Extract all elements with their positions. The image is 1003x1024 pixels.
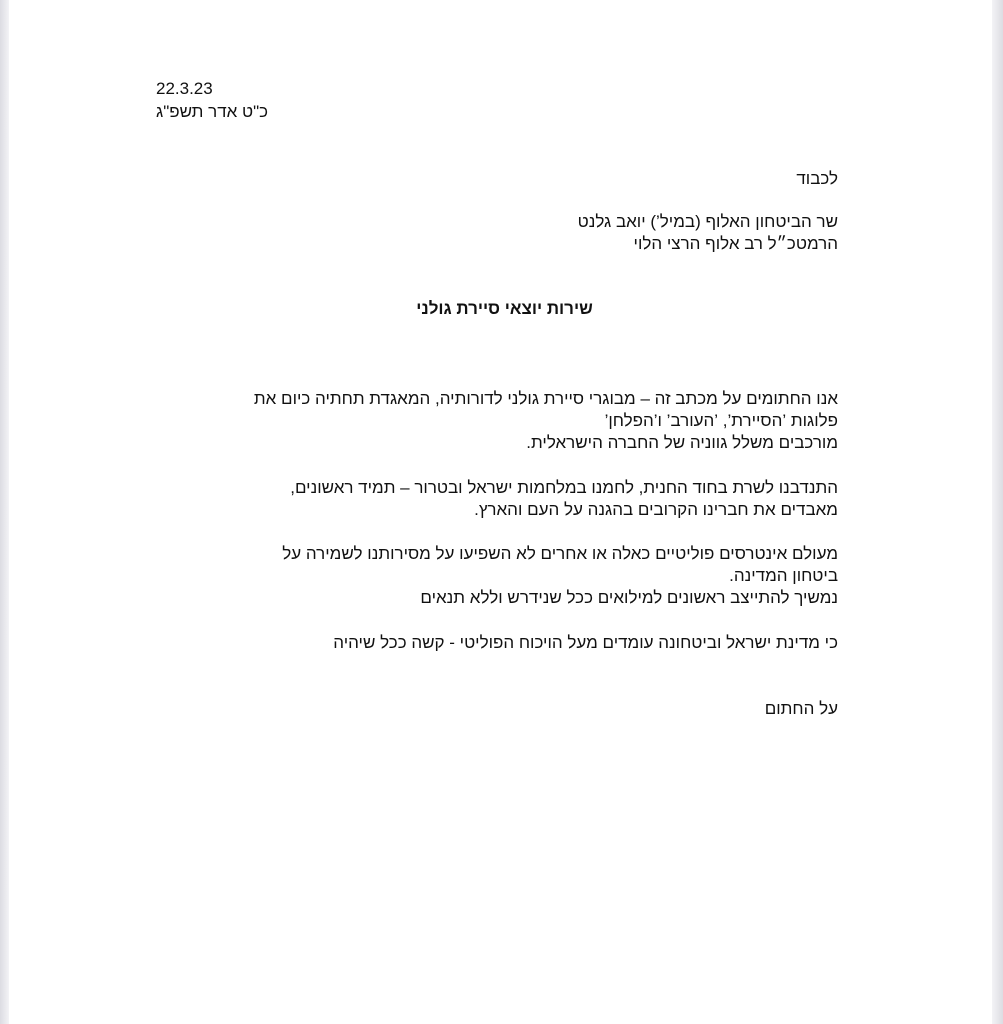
body-p3-line2: ביטחון המדינה. <box>729 566 838 585</box>
body-p2-line1: התנדבנו לשרת בחוד החנית, לחמנו במלחמות ישראל ובטרור – תמיד ראשונים, <box>290 478 838 497</box>
letter-page <box>9 0 992 1024</box>
body-p1-line3: מורכבים משלל גווניה של החברה הישראלית. <box>526 433 838 452</box>
body-p3-line1: מעולם אינטרסים פוליטיים כאלה או אחרים לא השפיעו על מסירותנו לשמירה על <box>282 544 838 563</box>
body-p3-line3: נמשיך להתייצב ראשונים למילואים ככל שנידרש וללא תנאים <box>420 588 838 607</box>
signature-label: על החתום <box>764 699 838 718</box>
viewer-left-edge <box>0 0 9 1024</box>
recipient-minister: שר הביטחון האלוף (במיל’) יואב גלנט <box>577 212 838 231</box>
body-p1-line2: פלוגות ’הסיירת’, ’העורב’ ו’הפלחן’ <box>604 411 838 430</box>
body-p2-line2: מאבדים את חברינו הקרובים בהגנה על העם והארץ. <box>474 500 838 519</box>
letter-subject: שירות יוצאי סיירת גולני <box>416 299 593 318</box>
body-p4-line1: כי מדינת ישראל וביטחונה עומדים מעל הויכוח הפוליטי - קשה ככל שיהיה <box>333 633 838 652</box>
body-p1-line1: אנו החתומים על מכתב זה – מבוגרי סיירת גולני לדורותיה, המאגדת תחתיה כיום את <box>253 389 838 408</box>
salutation: לכבוד <box>796 169 838 188</box>
gregorian-date: 22.3.23 <box>156 79 213 98</box>
recipient-chief-of-staff: הרמטכ״ל רב אלוף הרצי הלוי <box>633 234 838 253</box>
viewer-right-edge <box>992 0 1003 1024</box>
hebrew-date: כ"ט אדר תשפ"ג <box>156 102 269 121</box>
